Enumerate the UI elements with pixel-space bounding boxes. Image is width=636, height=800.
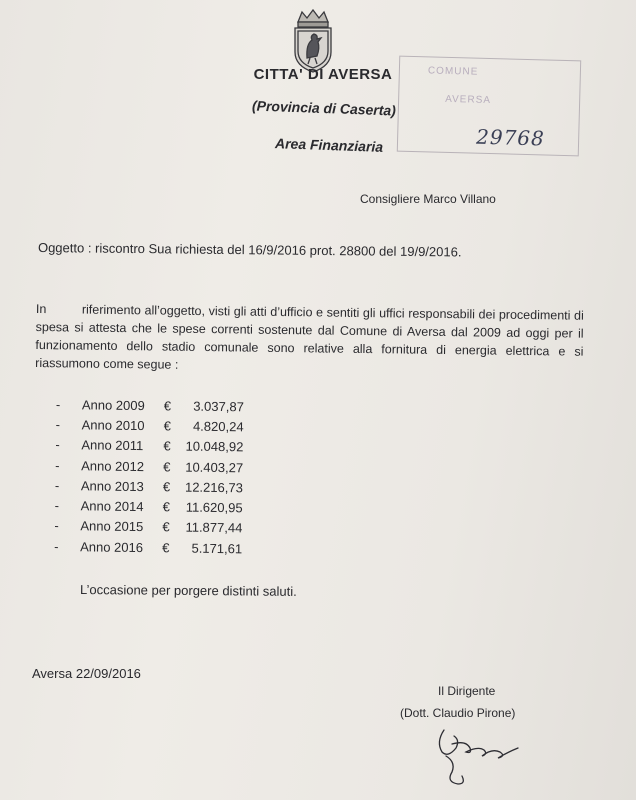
expense-amount: 3.037,87 [193,398,244,414]
letter-date: Aversa 22/09/2016 [32,666,141,681]
protocol-number: 29768 [475,124,546,151]
expense-amount: 5.171,61 [191,540,243,557]
city-title: CITTA' DI AVERSA [253,66,393,83]
protocol-stamp [397,56,581,157]
expense-row: - Anno 2014 € 11.620,95 [54,498,243,516]
subject-line: Oggetto : riscontro Sua richiesta del 16/9/2016 prot. 28800 del 19/9/2016. [37,240,462,260]
stamp-line-1: COMUNE [427,65,479,78]
expense-amount: 11.877,44 [185,520,243,536]
expense-amount: 10.048,92 [185,438,244,455]
expense-row: - Anno 2015 € 11.877,44 [54,518,243,536]
expense-row: - Anno 2012 € 10.403,27 [55,457,244,475]
handwritten-signature [426,722,546,792]
signatory-name: (Dott. Claudio Pirone) [400,706,516,720]
expense-year: Anno 2015 [80,518,144,535]
body-text: riferimento all’oggetto, visti gli atti d’ufficio e sentiti gli uffici responsabili dei procedimenti di spesa si attesta che le spese correnti sostenute dal Comune di Aversa dal 2009 ad oggi per il funzionamento dello stadio comunale sono relative alla fornitura di energia elettrica e si riassumono come segue : [35,302,584,372]
expense-row: - Anno 2011 € 10.048,92 [55,437,244,455]
expense-year: Anno 2009 [81,396,145,413]
expense-row: - Anno 2016 € 5.171,61 [54,538,243,557]
city-crest-icon [288,8,338,74]
body-paragraph [35,300,584,379]
expense-list [54,394,316,560]
closing-salutation: L’occasione per porgere distinti saluti. [79,582,297,599]
body-lead: In [35,301,47,317]
province-title: (Provincia di Caserta) [251,97,397,119]
expense-year: Anno 2016 [80,539,144,555]
expense-year: Anno 2013 [80,478,144,494]
signatory-role: Il Dirigente [438,684,496,698]
expense-year: Anno 2014 [80,498,144,515]
expense-row: - Anno 2009 € 3.037,87 [55,396,244,414]
expense-amount: 12.216,73 [184,479,243,496]
expense-amount: 10.403,27 [185,459,244,475]
expense-year: Anno 2010 [81,417,145,434]
recipient: Consigliere Marco Villano [360,192,496,206]
expense-amount: 11.620,95 [185,499,243,516]
expense-row: - Anno 2010 € 4.820,24 [55,416,244,435]
department-title: Area Finanziaria [274,135,384,155]
expense-row: - Anno 2013 € 12.216,73 [54,477,243,496]
expense-year: Anno 2012 [81,457,145,474]
expense-year: Anno 2011 [81,437,144,454]
stamp-line-2: AVERSA [445,93,492,107]
expense-amount: 4.820,24 [192,418,244,435]
